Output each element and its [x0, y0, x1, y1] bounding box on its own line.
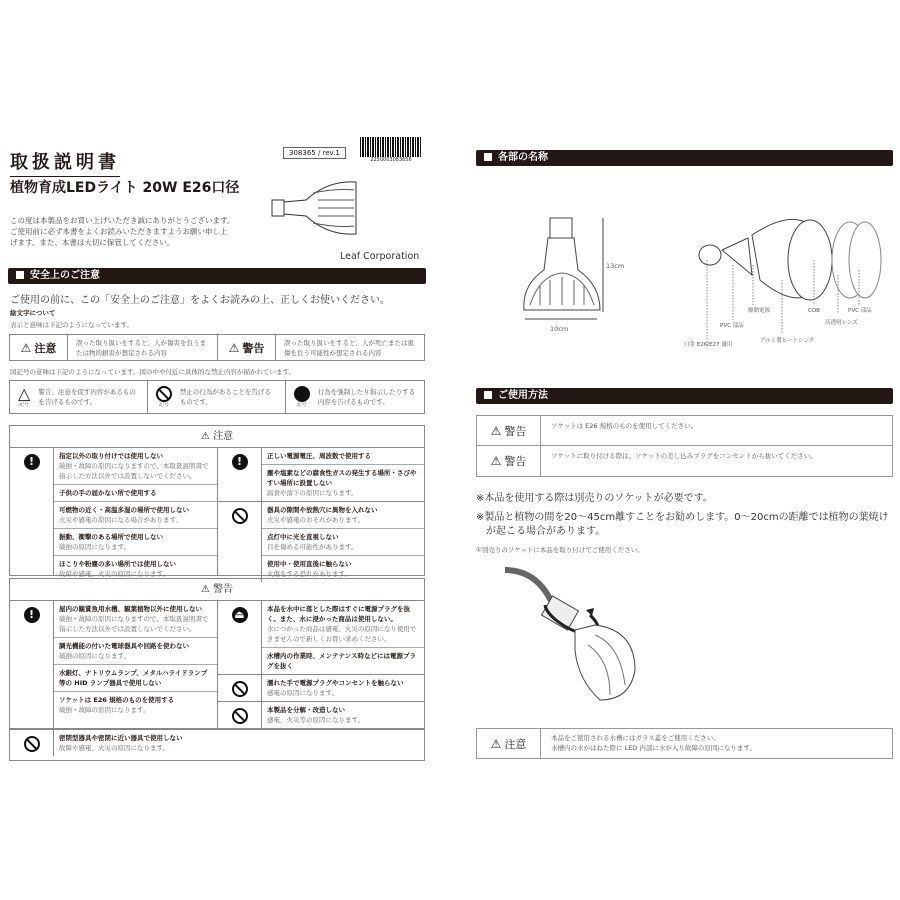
triangle-icon: △: [18, 384, 31, 403]
level-label: 警告: [242, 341, 265, 355]
caution-table: [9, 425, 425, 576]
symbol-text: 警告、注意を促す内容があるものを告げるものです。: [38, 388, 136, 406]
item-title: 可燃物の近く・高温多湿の場所で使用しない: [59, 506, 189, 514]
item-desc: 故障や感電、火災の原因になります。: [59, 744, 169, 752]
warning-triangle-icon: ⚠: [490, 423, 502, 438]
section-title: 安全上のご注意: [30, 270, 100, 281]
warning-level: [218, 335, 276, 360]
barcode: [360, 137, 422, 163]
item-title: 塵や塩素などの腐食性ガスの発生する場所・さびやすい場所に設置しない: [267, 469, 417, 487]
usage-note: ※製品と植物の間を20～45cm離すことをお勧めします。0～20cmの距離では植物の葉焼けが起こる場合があります。: [476, 512, 889, 537]
section-title: 各部の名称: [498, 152, 548, 163]
list-item: [262, 648, 424, 674]
list-item: [54, 601, 217, 638]
item-title: 本製品を分解・改造しない: [267, 706, 345, 714]
item-desc: 火災や感電の原因になる場合があります。: [59, 516, 182, 524]
symbol-caption: 記号: [296, 402, 307, 408]
caution-line: 本品をご使用される水槽にはガラス蓋をご使用ください。: [551, 734, 720, 742]
item-desc: 感電の原因になります。: [267, 689, 338, 697]
row-text: ソケットは E26 規格のものを使用してください。: [551, 422, 698, 430]
list-item: [54, 730, 424, 756]
symbol-caption: 記号: [158, 402, 169, 408]
symbol-table: [9, 380, 425, 414]
level-label: 注意: [34, 341, 57, 355]
row-text: ソケットに取り付ける際は、ソケットの差し込みプラグをコンセントから抜いてください。: [551, 452, 817, 460]
section-usage-header: [476, 388, 893, 404]
prohibited-icon: [24, 736, 40, 752]
warning-triangle-icon: ⚠: [228, 340, 240, 355]
list-item: [262, 465, 424, 501]
list-item: [262, 601, 424, 648]
product-subtitle: 植物育成LEDライト 20W E26口径: [10, 180, 240, 196]
safety-lead: ご使用の前に、この「安全上のご注意」をよくお読みの上、正しくお使いください。: [10, 295, 390, 306]
item-title: 正しい電源電圧、周波数で使用する: [267, 452, 371, 460]
item-title: 器具の隙間や放熱穴に異物を入れない: [267, 506, 378, 514]
brand-name: Leaf Corporation: [340, 251, 420, 262]
item-title: 水銀灯、ナトリウムランプ、メタルハライドランプ等の HID ランプ器具で使用しない: [59, 669, 208, 687]
warning-triangle-icon: ⚠: [490, 454, 502, 468]
part-label: 口金 E26/E27 適用: [684, 342, 733, 348]
item-title: 振動、衝撃のある場所で使用しない: [59, 533, 163, 541]
part-label: PVC 部品: [720, 323, 744, 329]
row-label: 警告: [504, 424, 527, 438]
warning-table: [9, 578, 425, 761]
item-desc: 破損・故障の原因になりますので、本取扱説明書で指示した方法以外では設置しないでください。: [59, 615, 209, 633]
pictogram-heading: 絵文字について: [10, 309, 56, 317]
warning-triangle-icon: ⚠: [200, 584, 214, 595]
item-desc: 感電、火災等の原因になります。: [267, 716, 364, 724]
item-title: ほこりや粉塵の多い場所では使用しない: [59, 560, 176, 568]
mandatory-icon: !: [24, 607, 40, 623]
item-desc: 破損の原因になります。: [59, 652, 130, 660]
bulb-illustration: [268, 178, 363, 238]
list-item: [54, 502, 217, 529]
list-item: [262, 675, 424, 701]
symbol-text: 禁止の行為があることを告げるものです。: [179, 388, 271, 406]
caution-level: [10, 335, 68, 360]
list-item: [262, 502, 424, 529]
parts-diagram: [470, 205, 900, 355]
prohibited-icon: [232, 508, 248, 524]
height-dimension: 13cm: [606, 262, 625, 270]
item-title: 密閉型器具や密閉に近い器具で使用しない: [59, 734, 183, 742]
item-desc: 腐食や落下の原因になります。: [267, 489, 358, 497]
list-item: [262, 529, 424, 556]
intro-line: げます。また、本書は大切に保管してください。: [10, 238, 175, 247]
width-dimension: 10cm: [550, 325, 569, 333]
document-number: 308365 / rev.1: [283, 147, 346, 159]
page-title: 取扱説明書: [10, 148, 120, 177]
row-label: 注意: [504, 737, 527, 751]
part-label: PVC 部品: [848, 308, 872, 314]
item-desc: 破損の原因になります。: [59, 543, 130, 551]
prohibited-icon: [156, 386, 172, 402]
warning-triangle-icon: ⚠: [20, 340, 32, 355]
item-title: 濡れた手で電源プラグやコンセントを触らない: [267, 679, 404, 687]
item-desc: 故障や感電、火災の原因になります。: [59, 570, 169, 578]
section-safety-header: [8, 268, 426, 284]
list-item: [262, 702, 424, 728]
item-desc: 破損・故障の原因になります。: [59, 706, 150, 714]
usage-table: [476, 415, 893, 477]
warning-table-header: [10, 579, 424, 601]
usage-note: ※本品を使用する際は別売りのソケットが必要です。: [476, 493, 713, 504]
item-desc: 目を傷める可能性があります。: [267, 543, 358, 551]
list-item: [54, 665, 217, 692]
usage-caution-table: [476, 728, 893, 759]
item-title: 本品を水中に落とした際はすぐに電源プラグを抜く。また、水に浸かった商品は使用しない。: [267, 605, 410, 623]
item-title: 屋内の観賞魚用水槽、観葉植物以外に使用しない: [59, 605, 202, 613]
section-title: ご使用方法: [498, 390, 548, 401]
pictogram-desc: 表示と意味は下記のようになっています。: [10, 321, 133, 329]
usage-step: ①別売りのソケットに本品を取り付けてご使用ください。: [476, 546, 644, 554]
item-title: 使用中・使用直後に触らない: [267, 560, 352, 568]
no-disassembly-icon: [232, 708, 248, 724]
table-title: 警告: [213, 584, 234, 595]
part-label: COB: [808, 308, 820, 314]
caution-line: 水槽内の水がはねた際に LED 内部に水が入り故障の原因になります。: [551, 744, 756, 752]
list-item: [54, 638, 217, 665]
caution-table-header: [10, 426, 424, 448]
symbol-text: 行為を強制したり指示したりする内容を告げるものです。: [317, 388, 416, 406]
level-desc: 誤った取り扱いをすると、人が傷害を負うまたは物的損害が想定される内容: [68, 335, 218, 360]
intro-line: ご使用前に必ず本書をよくお読みいただきますようお願い申し上: [10, 227, 228, 236]
installation-illustration: [500, 560, 660, 720]
item-desc: 破損・故障の原因になりますので、本取扱説明書で指示した方法以外では設置しないでください。: [59, 462, 209, 480]
section-parts-header: [476, 150, 893, 166]
row-label: 警告: [504, 455, 527, 468]
list-item: [54, 448, 217, 485]
item-title: 調光機能の付いた電球器具や回路を使わない: [59, 642, 189, 650]
level-desc: 誤った取り扱いをすると、人が死亡または重傷を負う可能性が想定される内容: [284, 338, 414, 357]
level-table: [9, 334, 425, 361]
item-title: 指定以外の取り付けでは使用しない: [59, 452, 163, 460]
mandatory-icon: !: [24, 454, 40, 470]
item-desc: 火災や感電のおそれがあります。: [267, 516, 364, 524]
item-title: 点灯中に光を直視しない: [267, 533, 339, 541]
item-title: ソケットは E26 規格のものを使用する: [59, 696, 175, 704]
no-wet-hands-icon: [232, 681, 248, 697]
item-desc: 火傷をする恐れがあります。: [267, 570, 351, 578]
unplug-icon: ⏏: [232, 607, 248, 623]
part-label: アルミ製ヒートシンク: [760, 338, 815, 344]
item-title: 水槽内の作業時、メンテナンス時などには電源プラグを抜く: [267, 652, 416, 670]
warning-triangle-icon: ⚠: [490, 736, 502, 751]
part-label: 高透明レンズ: [825, 320, 858, 326]
list-item: [54, 485, 217, 502]
warning-triangle-icon: ⚠: [200, 431, 214, 442]
table-title: 注意: [213, 431, 234, 442]
intro-line: この度は本製品をお買い上げいただき誠にありがとうございます。: [10, 216, 235, 225]
list-item: [54, 692, 217, 718]
barcode-number: 2250003083656: [370, 157, 412, 163]
item-desc: 水につかった商品は感電、火災の原因になり使用できませんので新しくお買い求めください。: [267, 625, 417, 643]
symbol-desc: 図記号の意味は下記のようになっています。図の中や付近に具体的な禁止内容が描かれています。: [10, 368, 295, 376]
filled-circle-icon: [294, 386, 310, 402]
mandatory-icon: !: [232, 454, 248, 470]
item-title: 子供の手の届かない所で使用する: [59, 489, 157, 497]
list-item: [54, 529, 217, 556]
list-item: [262, 448, 424, 465]
symbol-caption: 記号: [19, 402, 30, 408]
intro-text: [10, 215, 234, 248]
part-label: 駆動電源: [748, 308, 771, 314]
